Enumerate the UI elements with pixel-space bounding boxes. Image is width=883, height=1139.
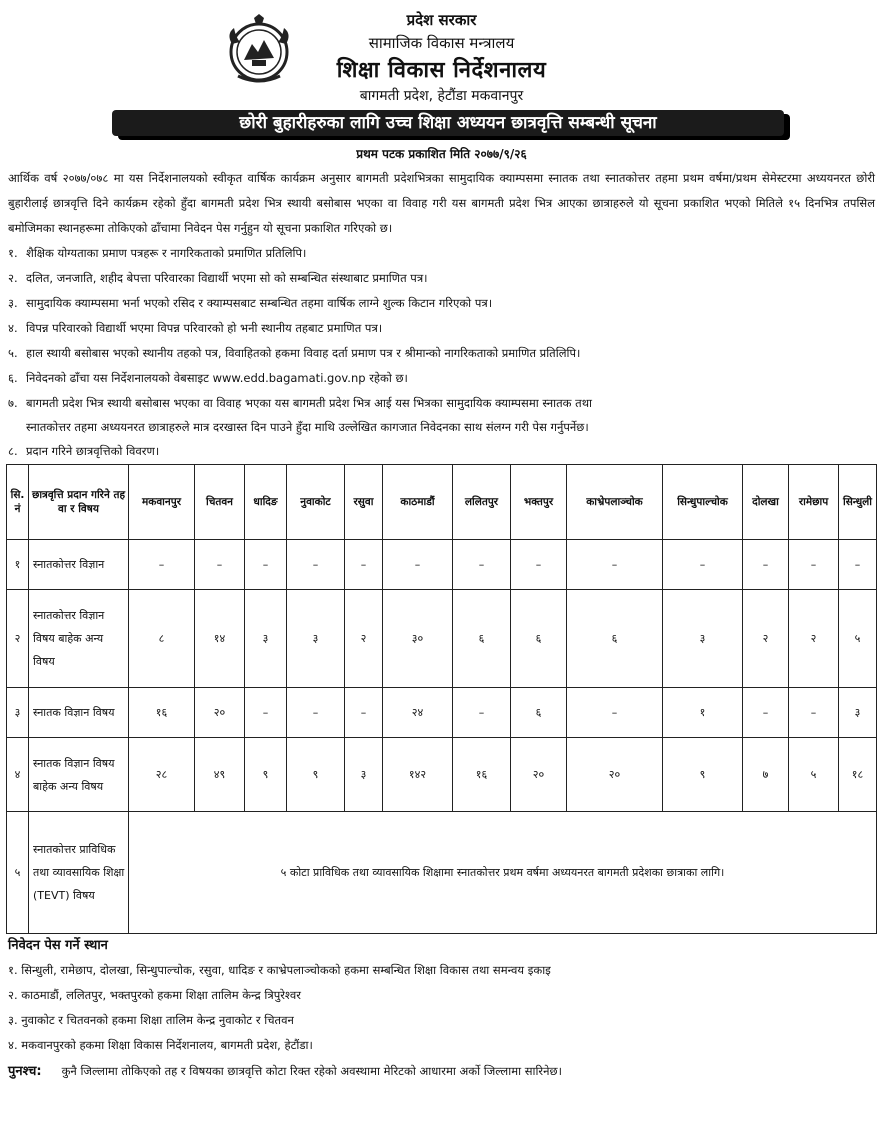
col-header: रामेछाप [789, 465, 839, 540]
item-text: निवेदनको ढाँचा यस निर्देशनालयको वेबसाइट www.edd.bagamati.gov.np रहेको छ। [26, 371, 408, 385]
table-cell: १६ [453, 738, 511, 812]
table-cell: २४ [383, 688, 453, 738]
postscript [0, 1058, 883, 1085]
item-text: हाल स्थायी बसोबास भएको स्थानीय तहको पत्र, विवाहितको हकमा विवाह दर्ता प्रमाण पत्र र श्रीमान्को नागरिकताको प्रमाणित प्रतिलिपि। [26, 346, 581, 360]
table-row [7, 540, 877, 590]
table-cell: ३० [383, 590, 453, 688]
header-line-3: शिक्षा विकास निर्देशनालय [336, 58, 547, 83]
table-cell: – [743, 540, 789, 590]
table-cell: ९ [287, 738, 345, 812]
publication-date: प्रथम पटक प्रकाशित मिति २०७७/९/२६ [356, 147, 527, 161]
table-cell: २८ [129, 738, 195, 812]
col-header: दोलखा [743, 465, 789, 540]
table-cell: १ [663, 688, 743, 738]
table-row [7, 688, 877, 738]
letterhead [0, 0, 883, 108]
col-header: चितवन [195, 465, 245, 540]
col-header: सिन्धुपाल्चोक [663, 465, 743, 540]
table-cell: २ [743, 590, 789, 688]
table-cell: ३ [245, 590, 287, 688]
table-cell: १६ [129, 688, 195, 738]
item-number: ७. [8, 396, 18, 410]
list-item [8, 341, 875, 366]
row-number: ५ [7, 812, 29, 934]
row-subject: स्नातकोत्तर विज्ञान [29, 540, 129, 590]
notice-title: छोरी बुहारीहरुका लागि उच्च शिक्षा अध्ययन छात्रवृत्ति सम्बन्धी सूचना [112, 110, 784, 136]
submission-places-list [0, 958, 883, 1058]
item-text: दलित, जनजाति, शहीद बेपत्ता परिवारका विद्यार्थी भएमा सो को सम्बन्धित संस्थाबाट प्रमाणित पत्र। [26, 271, 428, 285]
table-cell: ६ [511, 590, 567, 688]
table-row [7, 590, 877, 688]
table-cell: ५ [839, 590, 877, 688]
table-cell: – [663, 540, 743, 590]
table-cell: – [245, 688, 287, 738]
table-cell: – [195, 540, 245, 590]
table-cell: – [789, 688, 839, 738]
col-header: काठमाडौं [383, 465, 453, 540]
item-number: ८. [8, 444, 18, 458]
table-cell: – [383, 540, 453, 590]
row-subject: स्नातक विज्ञान विषय बाहेक अन्य विषय [29, 738, 129, 812]
item-text: बागमती प्रदेश भित्र स्थायी बसोबास भएका वा विवाह भएका यस बागमती प्रदेश भित्र आई यस भित्रका सामुदायिक क्याम्पसमा स्नातक तथा [26, 396, 593, 410]
table-cell: ३ [839, 688, 877, 738]
table-cell: – [129, 540, 195, 590]
col-header: भक्तपुर [511, 465, 567, 540]
table-cell: १४ [195, 590, 245, 688]
item-text: शैक्षिक योग्यताका प्रमाण पत्रहरू र नागरिकताको प्रमाणित प्रतिलिपि। [26, 246, 307, 260]
notice-banner [0, 108, 883, 144]
list-item [8, 266, 875, 291]
table-cell: – [245, 540, 287, 590]
table-cell: – [839, 540, 877, 590]
table-cell: २० [567, 738, 663, 812]
table-cell: २ [345, 590, 383, 688]
col-header: नुवाकोट [287, 465, 345, 540]
item-number: ३. [8, 296, 18, 310]
list-item [8, 439, 875, 464]
table-cell: ९ [663, 738, 743, 812]
col-header: धादिङ [245, 465, 287, 540]
item-number: २. [8, 271, 18, 285]
list-item [8, 366, 875, 391]
table-cell: – [743, 688, 789, 738]
list-item [8, 316, 875, 341]
col-header: ललितपुर [453, 465, 511, 540]
table-cell: ९ [245, 738, 287, 812]
col-header: सि. नं [7, 465, 29, 540]
list-item [8, 391, 875, 439]
table-cell: – [453, 540, 511, 590]
item-text: सामुदायिक क्याम्पसमा भर्ना भएको रसिद र क्याम्पसबाट सम्बन्धित तहमा वार्षिक लाग्ने शुल्क किटान गरिएको पत्र। [26, 296, 493, 310]
table-cell: ७ [743, 738, 789, 812]
col-header: मकवानपुर [129, 465, 195, 540]
table-cell: ३ [287, 590, 345, 688]
requirements-list [0, 241, 883, 464]
postscript-text: कुनै जिल्लामा तोकिएको तह र विषयका छात्रवृत्ति कोटा रिक्त रहेको अवस्थामा मेरिटको आधारमा अर्को जिल्लामा सारिनेछ। [61, 1064, 562, 1078]
submission-title: निवेदन पेस गर्ने स्थान [8, 938, 108, 953]
table-cell: ५ [789, 738, 839, 812]
list-item: ३. नुवाकोट र चितवनको हकमा शिक्षा तालिम केन्द्र नुवाकोट र चितवन [8, 1013, 294, 1027]
item-text: प्रदान गरिने छात्रवृत्तिको विवरण। [26, 444, 160, 458]
row-subject: स्नातकोत्तर विज्ञान विषय बाहेक अन्य विषय [29, 590, 129, 688]
table-row [7, 738, 877, 812]
item-number: ४. [8, 321, 18, 335]
table-cell: १८ [839, 738, 877, 812]
col-header: छात्रवृत्ति प्रदान गरिने तह वा र विषय [29, 465, 129, 540]
table-cell: – [789, 540, 839, 590]
table-header-row [7, 465, 877, 540]
table-cell: – [511, 540, 567, 590]
header-line-2: सामाजिक विकास मन्त्रालय [368, 34, 515, 52]
table-cell: – [345, 688, 383, 738]
header-line-1: प्रदेश सरकार [406, 11, 477, 29]
header-line-4: बागमती प्रदेश, हेटौंडा मकवानपुर [359, 88, 524, 104]
list-item: ४. मकवानपुरको हकमा शिक्षा विकास निर्देशनालय, बागमती प्रदेश, हेटौंडा। [8, 1038, 313, 1052]
table-cell: ६ [567, 590, 663, 688]
table-cell: – [287, 688, 345, 738]
table-cell: २० [511, 738, 567, 812]
list-item [8, 241, 875, 266]
item-number: ५. [8, 346, 18, 360]
item-number: ६. [8, 371, 18, 385]
item-text-continued: स्नातकोत्तर तहमा अध्ययनरत छात्राहरुले मात्र दरखास्त दिन पाउने हुँदा माथि उल्लेखित कागजात निवेदनका साथ संलग्न गरी पेस गर्नुपर्नेछ। [26, 420, 589, 434]
row-subject: स्नातक विज्ञान विषय [29, 688, 129, 738]
list-item: १. सिन्धुली, रामेछाप, दोलखा, सिन्धुपाल्चोक, रसुवा, धादिङ र काभ्रेपलाञ्चोकको हकमा सम्बन्धित शिक्षा विकास तथा समन्वय इकाइ [8, 963, 551, 977]
table-row-tevt [7, 812, 877, 934]
row-number: ४ [7, 738, 29, 812]
intro-paragraph: आर्थिक वर्ष २०७७/०७८ मा यस निर्देशनालयको स्वीकृत वार्षिक कार्यक्रम अनुसार बागमती प्रदेशभित्रका सामुदायिक क्याम्पसमा स्नातक तथा स्नातकोत्तर तहमा प्रथम वर्षमा/प्रथम सेमेस्टरमा अध्ययनरत छोरी बुहारीलाई छात्रवृत्ति दिने कार्यक्रम रहेको हुँदा बागमती प्रदेश भित्र स्थायी बसोबास भएका वा विवाह गरी यस बागमती प्रदेश भित्र आएका छात्राहरुले यो सूचना प्रकाशित भएको मितिले १५ दिनभित्र तपसिल बमोजिमका स्थानहरूमा तोकिएको ढाँचामा निवेदन पेस गर्नुहुन यो सूचना प्रकाशित गरिएको छ। [8, 171, 875, 235]
table-cell: – [287, 540, 345, 590]
item-text: विपन्न परिवारको विद्यार्थी भएमा विपन्न परिवारको हो भनी स्थानीय तहबाट प्रमाणित पत्र। [26, 321, 383, 335]
row-number: ३ [7, 688, 29, 738]
table-cell: – [345, 540, 383, 590]
tevt-note: ५ कोटा प्राविधिक तथा व्यावसायिक शिक्षामा स्नातकोत्तर प्रथम वर्षमा अध्ययनरत बागमती प्रदेशका छात्राका लागि। [129, 812, 877, 934]
row-number: २ [7, 590, 29, 688]
table-cell: ३ [345, 738, 383, 812]
table-cell: – [567, 688, 663, 738]
row-subject: स्नातकोत्तर प्राविधिक तथा व्यावसायिक शिक्षा (TEVT) विषय [29, 812, 129, 934]
postscript-label: पुनश्च: [8, 1064, 42, 1079]
col-header: सिन्धुली [839, 465, 877, 540]
col-header: काभ्रेपलाञ्चोक [567, 465, 663, 540]
row-number: १ [7, 540, 29, 590]
table-cell: – [453, 688, 511, 738]
table-cell: ६ [511, 688, 567, 738]
table-cell: २ [789, 590, 839, 688]
table-cell: – [567, 540, 663, 590]
table-cell: ६ [453, 590, 511, 688]
list-item: २. काठमाडौं, ललितपुर, भक्तपुरको हकमा शिक्षा तालिम केन्द्र त्रिपुरेश्वर [8, 988, 301, 1002]
table-cell: ३ [663, 590, 743, 688]
item-number: १. [8, 246, 18, 260]
scholarship-table [6, 464, 877, 934]
table-cell: १४२ [383, 738, 453, 812]
table-cell: ८ [129, 590, 195, 688]
col-header: रसुवा [345, 465, 383, 540]
list-item [8, 291, 875, 316]
table-cell: ४९ [195, 738, 245, 812]
table-cell: २० [195, 688, 245, 738]
